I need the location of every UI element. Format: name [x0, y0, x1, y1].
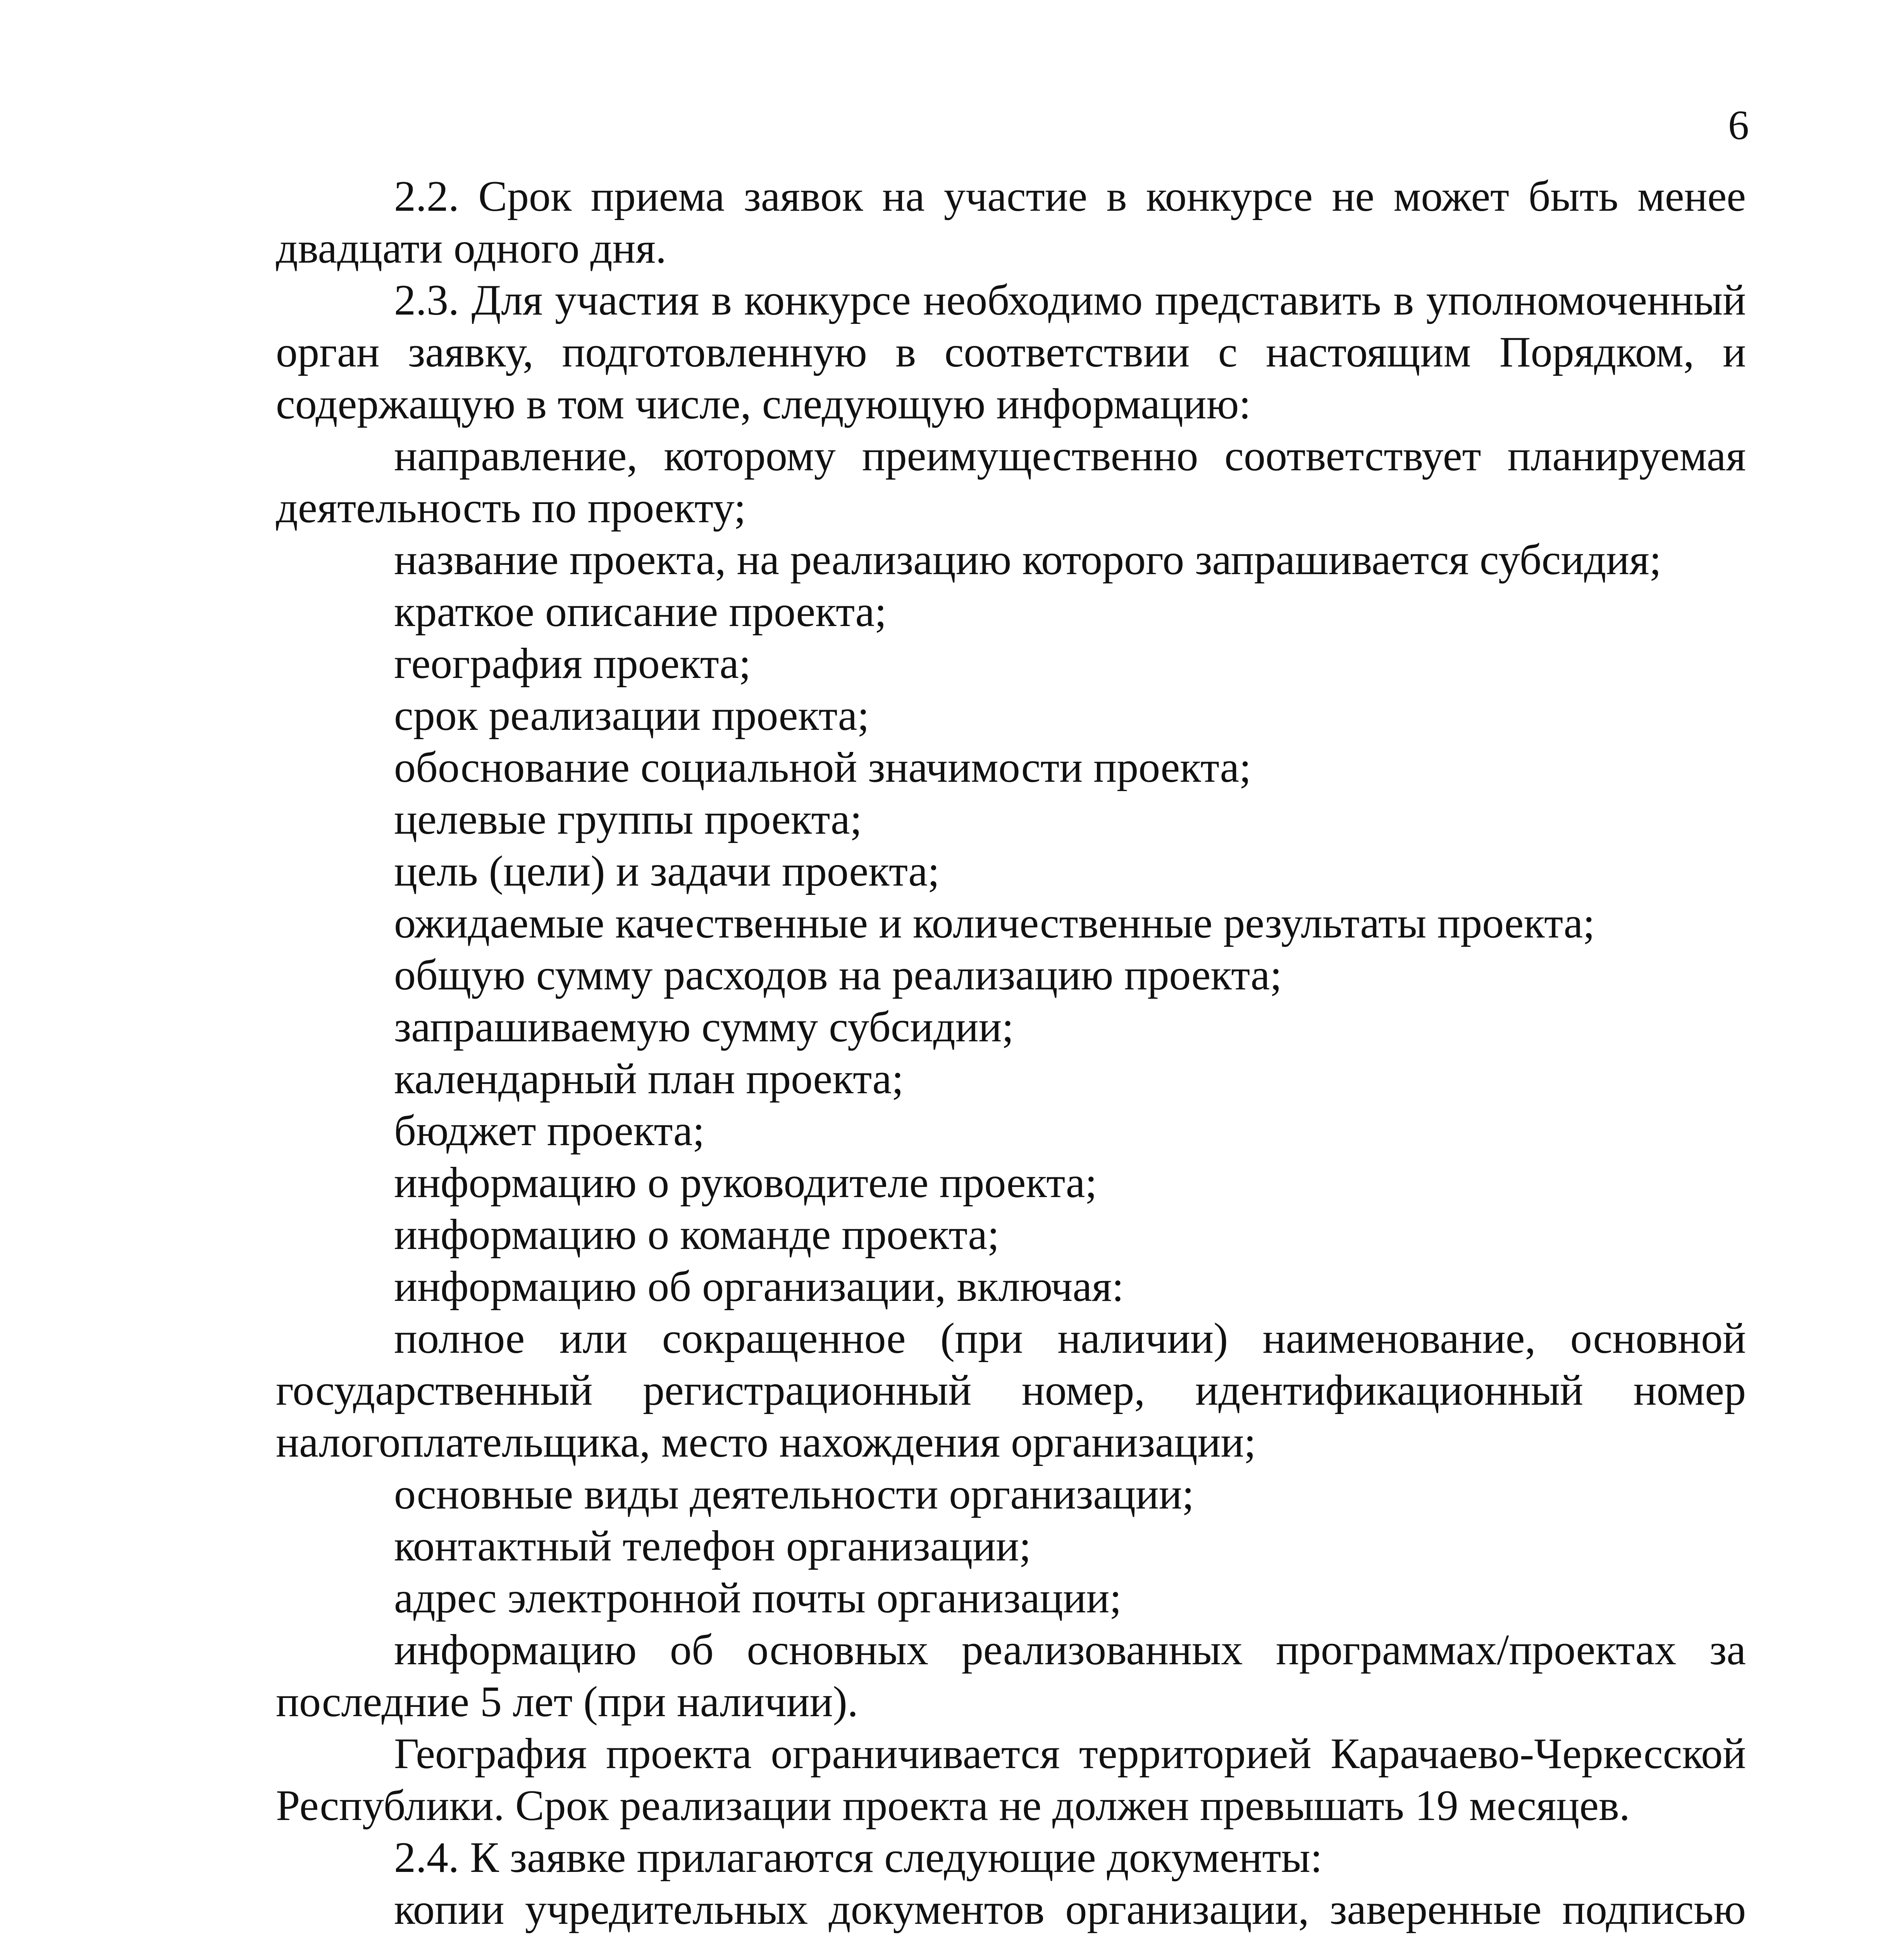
list-item: информацию о руководителе проекта;	[394, 1159, 1097, 1207]
paragraph-geography: География проекта ограничивается территорией Карачаево-Черкесской Республики. Срок реализации проекта не должен превышать 19 месяцев.	[276, 1730, 1746, 1830]
list-item: бюджет проекта;	[394, 1107, 705, 1155]
list-item: информацию о команде проекта;	[394, 1211, 1000, 1259]
list-item: срок реализации проекта;	[394, 692, 869, 740]
document-body	[276, 170, 1746, 1937]
paragraph-2-3: 2.3. Для участия в конкурсе необходимо представить в уполномоченный орган заявку, подготовленную в соответствии с настоящим Порядком, и содержащую в том числе, следующую информацию:	[276, 276, 1746, 428]
list-item: география проекта;	[394, 640, 751, 688]
list-item: обоснование социальной значимости проекта;	[394, 743, 1252, 791]
list-item: копии учредительных документов организации, заверенные подписью	[394, 1885, 1746, 1934]
list-item: название проекта, на реализацию которого запрашивается субсидия;	[394, 536, 1661, 584]
list-item: целевые группы проекта;	[394, 795, 862, 843]
list-item: краткое описание проекта;	[394, 588, 887, 636]
list-item: полное или сокращенное (при наличии) наименование, основной государственный регистрационный номер, идентификационный номер налогоплательщика, место нахождения организации;	[276, 1314, 1746, 1466]
paragraph-2-4: 2.4. К заявке прилагаются следующие документы:	[394, 1834, 1322, 1882]
list-item: календарный план проекта;	[394, 1055, 904, 1103]
paragraph-2-2: 2.2. Срок приема заявок на участие в конкурсе не может быть менее двадцати одного дня.	[276, 172, 1746, 272]
list-item: основные виды деятельности организации;	[394, 1470, 1194, 1518]
list-item: запрашиваемую сумму субсидии;	[394, 1003, 1014, 1051]
list-item: цель (цели) и задачи проекта;	[394, 847, 940, 895]
list-item: ожидаемые качественные и количественные результаты проекта;	[394, 899, 1595, 947]
list-item: общую сумму расходов на реализацию проекта;	[394, 951, 1282, 999]
list-item: адрес электронной почты организации;	[394, 1574, 1122, 1622]
list-item: информацию об организации, включая:	[394, 1263, 1124, 1311]
page-number: 6	[1728, 102, 1749, 148]
list-item: направление, которому преимущественно соответствует планируемая деятельность по проекту;	[276, 432, 1746, 532]
list-item: контактный телефон организации;	[394, 1522, 1031, 1570]
list-item: информацию об основных реализованных программах/проектах за последние 5 лет (при наличии).	[276, 1626, 1746, 1726]
